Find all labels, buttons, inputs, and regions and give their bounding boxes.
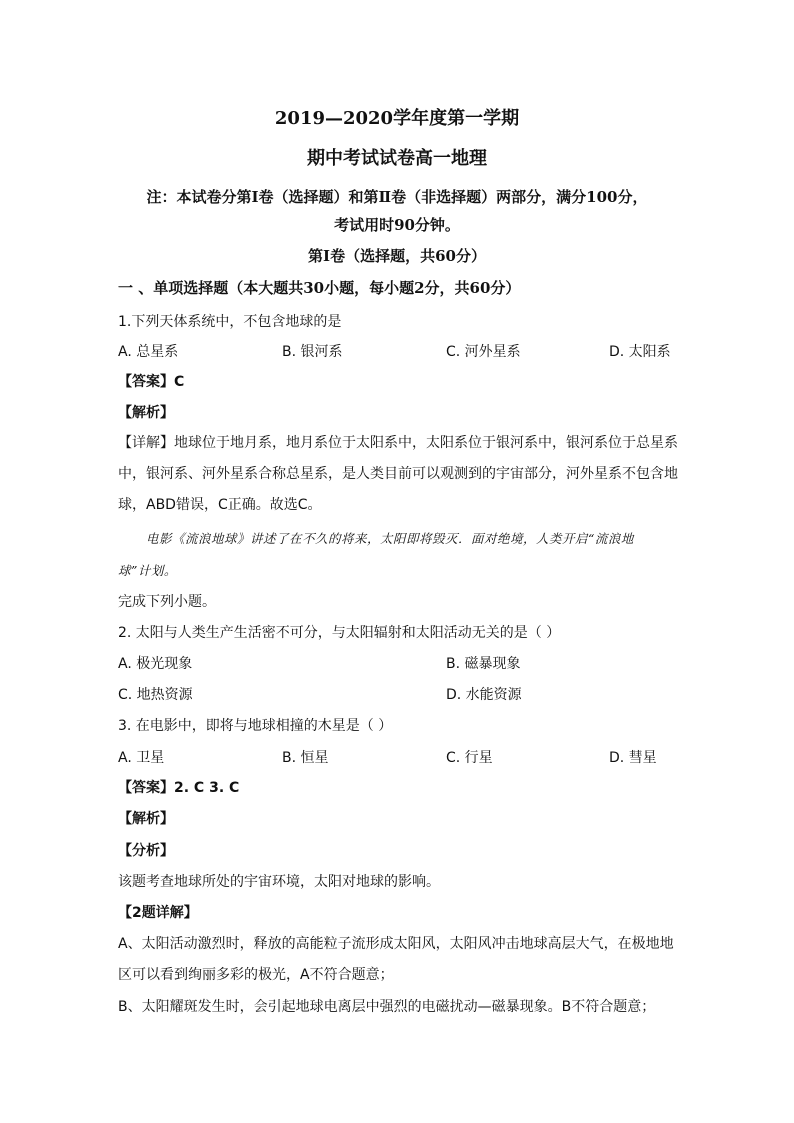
question-3-option-c: C. 行星 — [446, 750, 493, 766]
question-1-option-b: B. 银河系 — [282, 344, 343, 360]
question-1-stem: 1.下列天体系统中，不包含地球的是 — [118, 314, 342, 330]
section-one-heading: 一 、单项选择题（本大题共30小题，每小题2分，共60分） — [118, 279, 521, 297]
question-1-option-a: A. 总星系 — [118, 344, 179, 360]
question-1-answer: 【答案】C — [118, 374, 185, 390]
exam-note-line1: 注：本试卷分第Ⅰ卷（选择题）和第Ⅱ卷（非选择题）两部分，满分100分， — [146, 188, 648, 206]
material-line1: 电影《流浪地球》讲述了在不久的将来，太阳即将毁灭．面对绝境，人类开启“流浪地 — [146, 531, 634, 546]
part-one-heading: 第Ⅰ卷（选择题，共60分） — [308, 247, 486, 265]
questions-2-3-answer: 【答案】2. C 3. C — [118, 780, 240, 796]
question-2-option-c: C. 地热资源 — [118, 687, 193, 703]
question-1-option-d: D. 太阳系 — [609, 344, 671, 360]
material-instruction: 完成下列小题。 — [118, 594, 216, 610]
question-1-analysis-label: 【解析】 — [118, 405, 174, 421]
question-2-option-b: B. 磁暴现象 — [446, 656, 521, 672]
question-2-detail-label: 【2题详解】 — [118, 905, 198, 921]
questions-2-3-analysis-text: 该题考查地球所处的宇宙环境，太阳对地球的影响。 — [118, 874, 440, 890]
material-line2: 球”计划。 — [118, 563, 177, 578]
question-2-detail-a-line1: A、太阳活动激烈时，释放的高能粒子流形成太阳风，太阳风冲击地球高层大气，在极地地 — [118, 936, 674, 952]
question-3-stem: 3. 在电影中，即将与地球相撞的木星是（ ） — [118, 718, 393, 734]
question-3-option-d: D. 彗星 — [609, 750, 657, 766]
exam-note-line2: 考试用时90分钟。 — [334, 216, 460, 234]
exam-year-title: 2019—2020学年度第一学期 — [274, 108, 520, 129]
question-2-option-d: D. 水能资源 — [446, 687, 522, 703]
questions-2-3-analysis-sub: 【分析】 — [118, 843, 174, 859]
question-1-detail-line1: 【详解】地球位于地月系，地月系位于太阳系中，太阳系位于银河系中，银河系位于总星系 — [118, 435, 678, 451]
question-1-detail-line2: 中，银河系、河外星系合称总星系，是人类目前可以观测到的宇宙部分，河外星系不包含地 — [118, 466, 678, 482]
question-1-option-c: C. 河外星系 — [446, 344, 521, 360]
exam-subject-title: 期中考试试卷高一地理 — [307, 148, 487, 169]
question-2-option-a: A. 极光现象 — [118, 656, 193, 672]
question-3-option-a: A. 卫星 — [118, 750, 165, 766]
question-1-detail-line3: 球，ABD错误，C正确。故选C。 — [118, 497, 322, 513]
question-2-detail-b-line1: B、太阳耀斑发生时，会引起地球电离层中强烈的电磁扰动—磁暴现象。B不符合题意； — [118, 999, 656, 1015]
questions-2-3-analysis-label: 【解析】 — [118, 811, 174, 827]
question-2-detail-a-line2: 区可以看到绚丽多彩的极光，A不符合题意； — [118, 967, 394, 983]
question-2-stem: 2. 太阳与人类生产生活密不可分，与太阳辐射和太阳活动无关的是（ ） — [118, 625, 561, 641]
question-3-option-b: B. 恒星 — [282, 750, 329, 766]
